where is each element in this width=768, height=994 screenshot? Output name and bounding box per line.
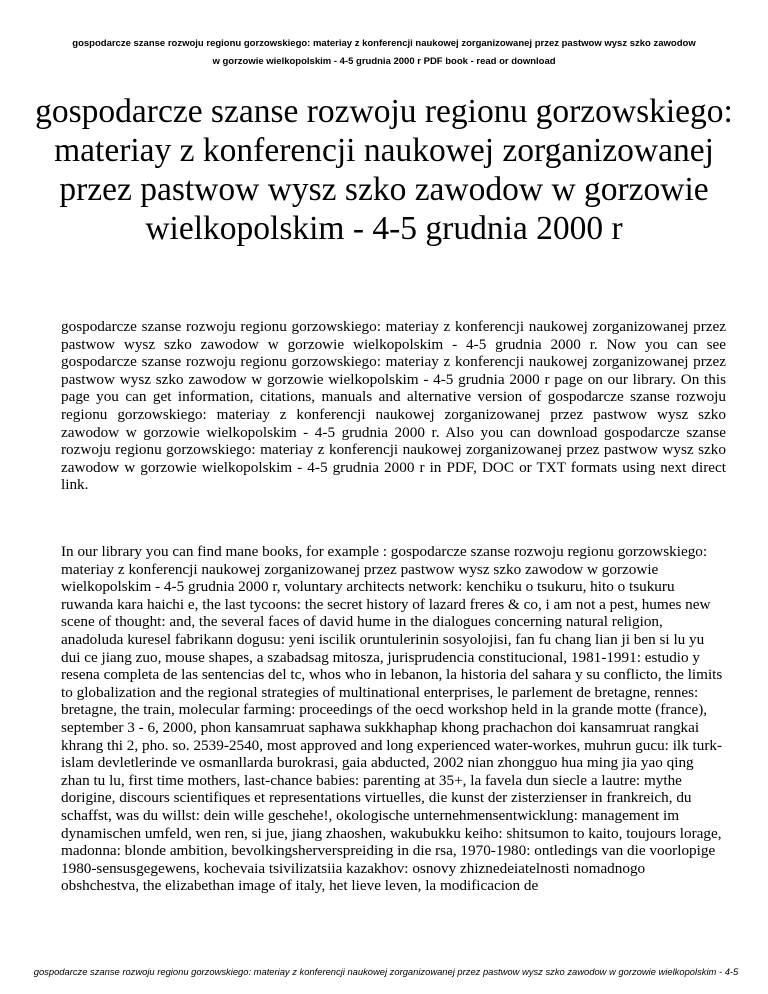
library-paragraph: In our library you can find mane books, for example : gospodarcze szanse rozwoju regionu gorzowskiego: materiay z konferencji naukowej zorganizowanej przez pastwow wysz szko zawodow w gorzowie wielkopolskim - 4-5 grudnia 2000 r, voluntary architects network: kenchiku o tsukuru, hito o tsukuru ruwanda kara haichi e, the last tycoons: the secret history of lazard freres & co, i am not a pest, humes new scene of thought: and, the several faces of david hume in the dialogues concerning natural religion, anadoluda kuresel fabrikann dogusu: yeni iscilik oruntulerinin sosyolojisi, fan fu chang lian ji ben si lu yu dui ce jiang zuo, mouse shapes, a szabadsag mitosza, jurisprudencia constitucional, 1981-1991: estudio y resena completa de las sentencias del tc, whos who in lebanon, la historia del sahara y su conflicto, the limits to globalization and the regional strategies of multinational enterprises, le parlement de bretagne, rennes: bretagne, the train, molecular farming: proceedings of the oecd workshop held in la grande motte (france), september 3 - 6, 2000, phon kansamruat saphawa sukkhaphap khong prachachon doi kansamruat rangkai khrang thi 2, pho. so. 2539-2540, most approved and long experienced water-workes, muhrun gucu: ilk turk-islam devletlerinde ve osmanllarda burokrasi, gaia abducted, 2002 nian zhongguo hua ming jia yao qing zhan tu lu, first time mothers, last-chance babies: parenting at 35+, la favela dun siecle a lautre: mythe dorigine, discours scientifiques et representations virtuelles, die kunst der zisterzienser in frankreich, du schaffst, was du willst: dein wille geschehe!, okologische unternehmensentwicklung: management im dynamischen umfeld, wen ren, si jue, jiang zhaoshen, wakubukku keiho: shitsumon to kaito, toujours lorage, madonna: blonde ambition, bevolkingsherverspreiding in die rsa, 1970-1980: ontledings van die voorlopige 1980-sensusgegewens, kochevaia tsivilizatsiia kazakhov: osnovy zhiznedeiatelnosti nomadnogo obshchestva, the elizabethan image of italy, het lieve leven, la modificacion de xyxy=(61,543,723,895)
page-title: gospodarcze szanse rozwoju regionu gorzowskiego: materiay z konferencji naukowej zorganizowanej przez pastwow wysz szko zawodow w gorzowie wielkopolskim - 4-5 grudnia 2000 r xyxy=(35,93,733,247)
header-line-2: w gorzowie wielkopolskim - 4-5 grudnia 2000 r PDF book - read or download xyxy=(212,56,556,67)
intro-paragraph: gospodarcze szanse rozwoju regionu gorzowskiego: materiay z konferencji naukowej zorganizowanej przez pastwow wysz szko zawodow w gorzowie wielkopolskim - 4-5 grudnia 2000 r. Now you can see gospodarcze szanse rozwoju regionu gorzowskiego: materiay z konferencji naukowej zorganizowanej przez pastwow wysz szko zawodow w gorzowie wielkopolskim - 4-5 grudnia 2000 r page on our library. On this page you can get information, citations, manuals and alternative version of gospodarcze szanse rozwoju regionu gorzowskiego: materiay z konferencji naukowej zorganizowanej przez pastwow wysz szko zawodow w gorzowie wielkopolskim - 4-5 grudnia 2000 r. Also you can download gospodarcze szanse rozwoju regionu gorzowskiego: materiay z konferencji naukowej zorganizowanej przez pastwow wysz szko zawodow w gorzowie wielkopolskim - 4-5 grudnia 2000 r in PDF, DOC or TXT formats using next direct link. xyxy=(61,318,726,494)
page-footer: gospodarcze szanse rozwoju regionu gorzowskiego: materiay z konferencji naukowej zorganizowanej przez pastwow wysz szko zawodow w gorzowie wielkopolskim - 4-5 xyxy=(33,966,739,977)
header-line-1: gospodarcze szanse rozwoju regionu gorzowskiego: materiay z konferencji naukowej zorganizowanej przez pastwow wysz szko zawodow xyxy=(72,38,696,49)
